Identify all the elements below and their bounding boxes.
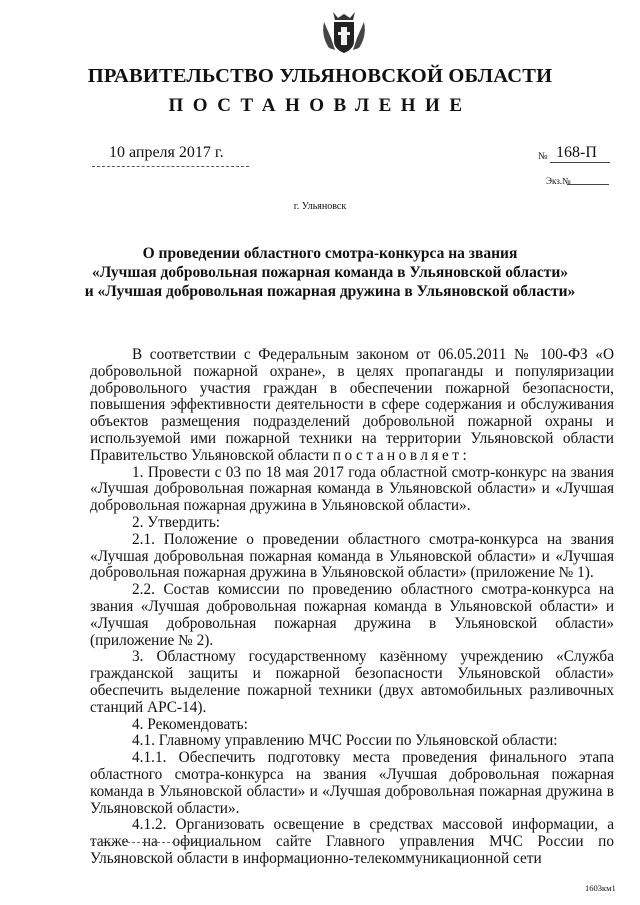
preamble-text: В соответствии с Федеральным законом от 06.05.2011 № 100-ФЗ «О добровольной пожарной охране», в целях пропаганды и популяризации добровольного участия граждан в обеспечении пожарной безопасности, повышения эффективности деятельности в сфере содержания и обслуживания объектов размещения подразделений добровольной пожарной охраны и используемой ими пожарной техники на территории Ульяновской области Правительство Ульяновской области [90, 346, 614, 464]
clause-2: 2. Утвердить: [132, 513, 221, 531]
government-name: ПРАВИТЕЛЬСТВО УЛЬЯНОВСКОЙ ОБЛАСТИ [87, 65, 553, 87]
document-title [60, 244, 600, 301]
decree-word: постановляет: [332, 446, 471, 464]
clause-4-1: 4.1. Главному управлению МЧС России по Ульяновской области: [132, 732, 558, 750]
clause-4: 4. Рекомендовать: [132, 715, 248, 733]
document-date: 10 апреля 2017 г. [109, 144, 224, 161]
preamble-paragraph [90, 347, 614, 465]
number-label: № [538, 151, 548, 162]
date-underline [92, 166, 249, 167]
cut-off-line [92, 842, 200, 843]
title-line-3: и «Лучшая добровольная пожарная дружина в Ульяновской области» [84, 283, 576, 300]
coat-of-arms-emblem [319, 8, 369, 58]
clause-3: 3. Областному государственному казённому учреждению «Служба гражданской защиты и пожарной безопасности Ульяновской области» обеспечить выделение пожарной техники (двух автомобильных разливочных станций АРС-14). [90, 648, 614, 716]
clause-4-1-2: 4.1.2. Организовать освещение в средствах массовой информации, а также на официальном сайте Главного управления МЧС России по Ульяновской области в информационно-телекоммуникационной сети [90, 816, 614, 867]
copy-number-label: Экз.№ [546, 176, 571, 186]
clause-2-1: 2.1. Положение о проведении областного смотра-конкурса на звания «Лучшая добровольная пожарная команда в Ульяновской области» и «Лучшая добровольная пожарная дружина в Ульяновской области» (приложение № 1). [90, 530, 614, 582]
copy-number-underline [567, 184, 609, 185]
document-type: ПОСТАНОВЛЕНИЕ [168, 95, 472, 116]
clause-4-1-1: 4.1.1. Обеспечить подготовку места проведения финального этапа областного смотра-конкурса на звания «Лучшая добровольная пожарная команда в Ульяновской области» и «Лучшая добровольная пожарная дружина в Ульяновской области». [90, 749, 614, 817]
title-line-1: О проведении областного смотра-конкурса на звания [142, 245, 518, 262]
clause-1: 1. Провести с 03 по 18 мая 2017 года областной смотр-конкурс на звания «Лучшая добровольная пожарная команда в Ульяновской области» и «Лучшая добровольная пожарная дружина в Ульяновской области». [90, 463, 614, 515]
document-body [90, 347, 614, 868]
number-underline [550, 162, 610, 163]
document-number: 168-П [556, 144, 597, 161]
title-line-2: «Лучшая добровольная пожарная команда в Ульяновской области» [92, 264, 568, 281]
city: г. Ульяновск [293, 201, 347, 212]
clause-2-2: 2.2. Состав комиссии по проведению областного смотра-конкурса на звания «Лучшая добровольная пожарная команда в Ульяновской области» и «Лучшая добровольная пожарная дружина в Ульяновской области» (приложение № 2). [90, 581, 614, 649]
footer-code: 1603км1 [585, 883, 616, 893]
